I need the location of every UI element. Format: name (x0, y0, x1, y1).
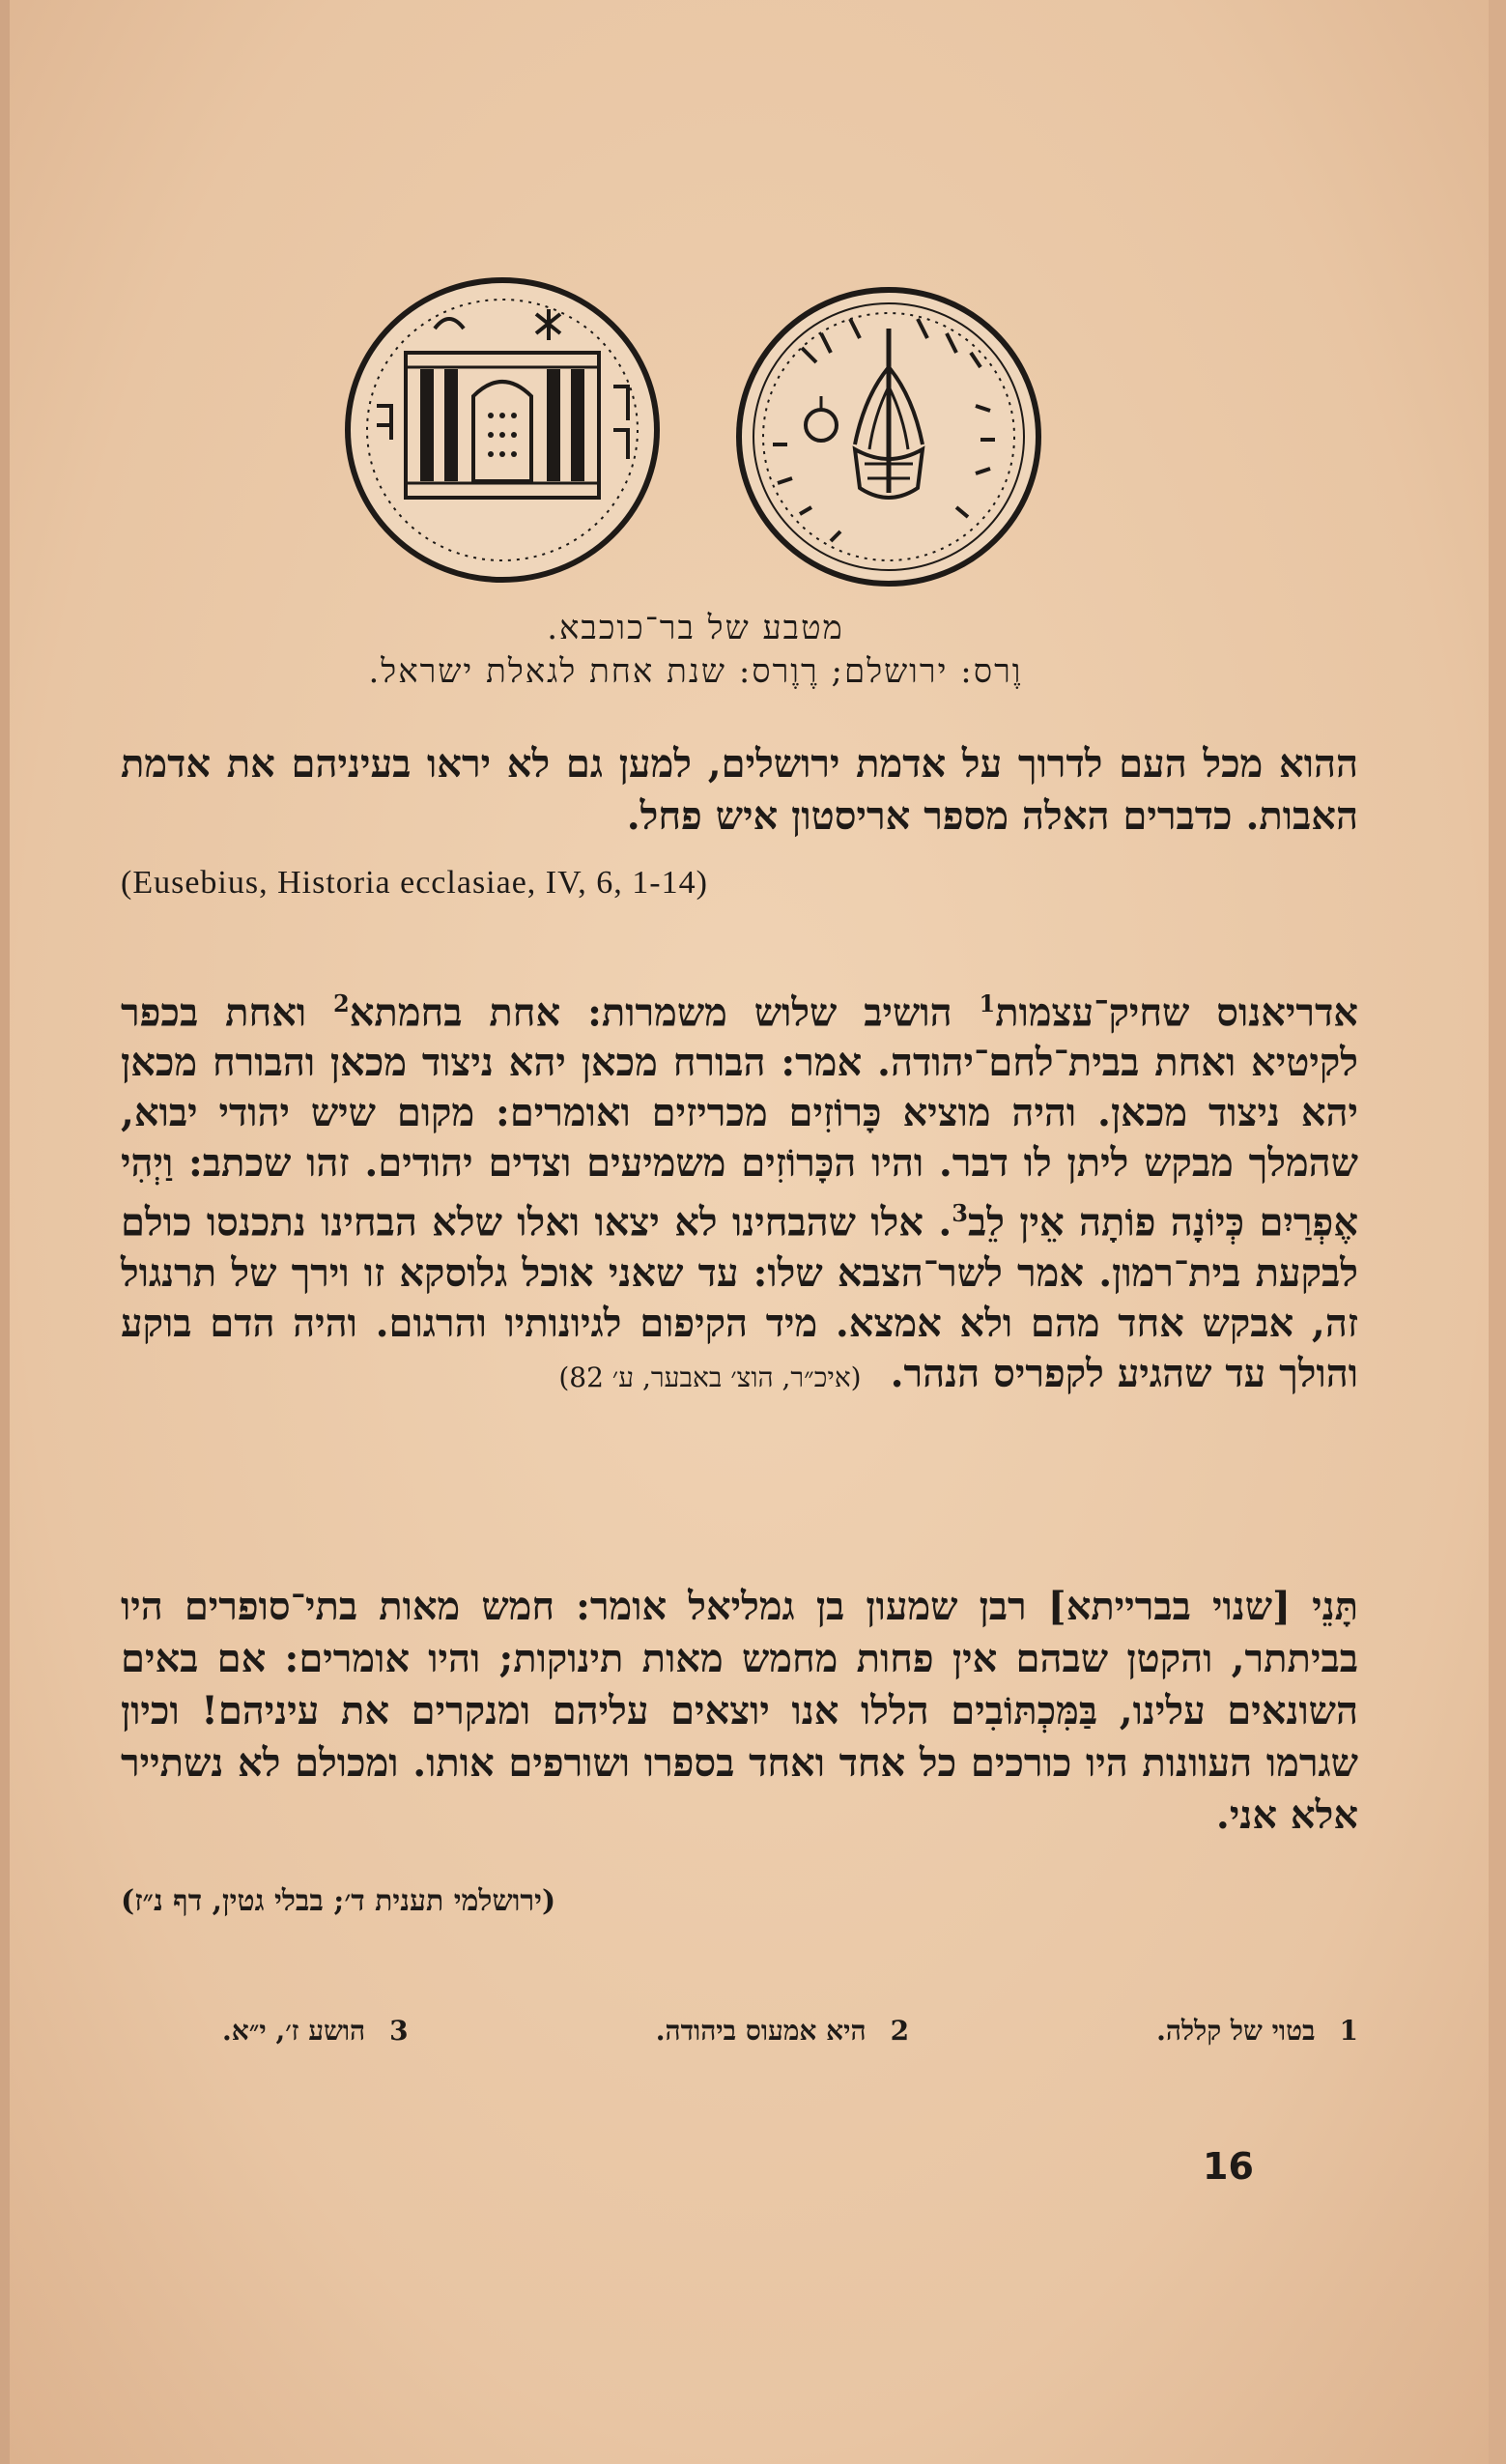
footnote-ref-2: 2 (333, 989, 350, 1017)
figure-caption-inscription: וֶרס: ירושלם; רֶוֶרס: שנת אחת לגאלת ישראל. (368, 652, 1023, 691)
footnote-1 (1156, 2015, 1358, 2048)
footnote-number: 2 (890, 2015, 910, 2047)
paragraph-hadrian-text-b: הושיב שלוש משמרות: אחת בחמתא (349, 989, 980, 1036)
paragraph-hadrian-text-c: ואחת בכפר לקיטיא ואחת בבית־לחם־יהודה. אמר: הבורח מכאן יהא ניצוד מכאן והבורח מכאן יהא ניצוד מכאן. והיה מוציא כָּרוֹזִים מכריזים ואומרים: מקום שיש יהודי יבוא, שהמלך מבקש ליתן לו דבר. והיו הכָּרוֹזִים משמיעים וצדים יהודים. זהו שכתב: וַיְהִי אֶפְרַיִם כְּיוֹנָה פוֹתָה אֵין לֵב (121, 989, 1358, 1246)
paragraph-hadrian (121, 979, 1358, 1403)
paragraph-betar-source: (ירושלמי תענית ד׳; בבלי גטין, דף נ״ז) (121, 1884, 556, 1918)
coin-illustration (338, 261, 1053, 609)
page-number: 16 (1203, 2145, 1254, 2188)
footnote-3 (222, 2015, 409, 2048)
paragraph-hadrian-source: (איכ״ר, הוצ׳ באבער, ע׳ 82) (558, 1361, 862, 1393)
paragraph-eusebius: ההוא מכל העם לדרוך על אדמת ירושלים, למען גם לא יראו בעיניהם את אדמת האבות. כדברים האלה מספר אריסטון איש פחל. (121, 741, 1358, 839)
paragraph-hadrian-text-a: אדריאנוס שחיק־עצמות (995, 989, 1358, 1036)
temple-facade-coin (348, 280, 657, 580)
palm-branch-coin (739, 290, 1038, 584)
figure-caption-title: מטבע של בר־כוכבא. (547, 609, 844, 647)
paragraph-betar-schools: תָּנֵי [שנוי בברייתא] רבן שמעון בן גמליאל אומר: חמש מאות בתי־סופרים היו בביתתר, והקטן שבהם אין פחות מחמש מאות תינוקות; והיו אומרים: אם באים השונאים עלינו, בַּמִּכְתּוֹבִים הללו אנו יוצאים עליהם ומנקרים את עיניהם! וכיון שגרמו העוונות היו כורכים כל אחד ואחד בספרו ושורפים אותו. ומכולם לא נשתייר אלא אני. (121, 1584, 1358, 1838)
eusebius-citation: (Eusebius, Historia ecclasiae, IV, 6, 1-14) (121, 865, 708, 901)
footnote-ref-1: 1 (979, 989, 996, 1017)
footnotes (222, 2015, 1358, 2048)
paragraph-hadrian-text-d: . אלו שהבחינו לא יצאו ואלו שלא הבחינו נתכנסו כולם לבקעת בית־רמון. אמר לשר־הצבא שלו: עד שאני אוכל גלוסקא זו וירך של תרנגול זה, אבקש אחד מהם ולא אמצא. מיד הקיפום לגיונותיו והרגום. והיה הדם בוקע והולך עד שהגיע לקפריס הנהר. (121, 1199, 1358, 1396)
footnote-text: בטוי של קללה. (1156, 2015, 1316, 2047)
footnote-text: היא אמעוס ביהודה. (655, 2015, 867, 2047)
footnote-2 (656, 2015, 909, 2048)
footnote-ref-3: 3 (952, 1199, 968, 1228)
footnote-number: 1 (1339, 2015, 1358, 2047)
footnote-number: 3 (389, 2015, 409, 2047)
footnote-text: הושע ז׳, י״א. (222, 2015, 366, 2047)
